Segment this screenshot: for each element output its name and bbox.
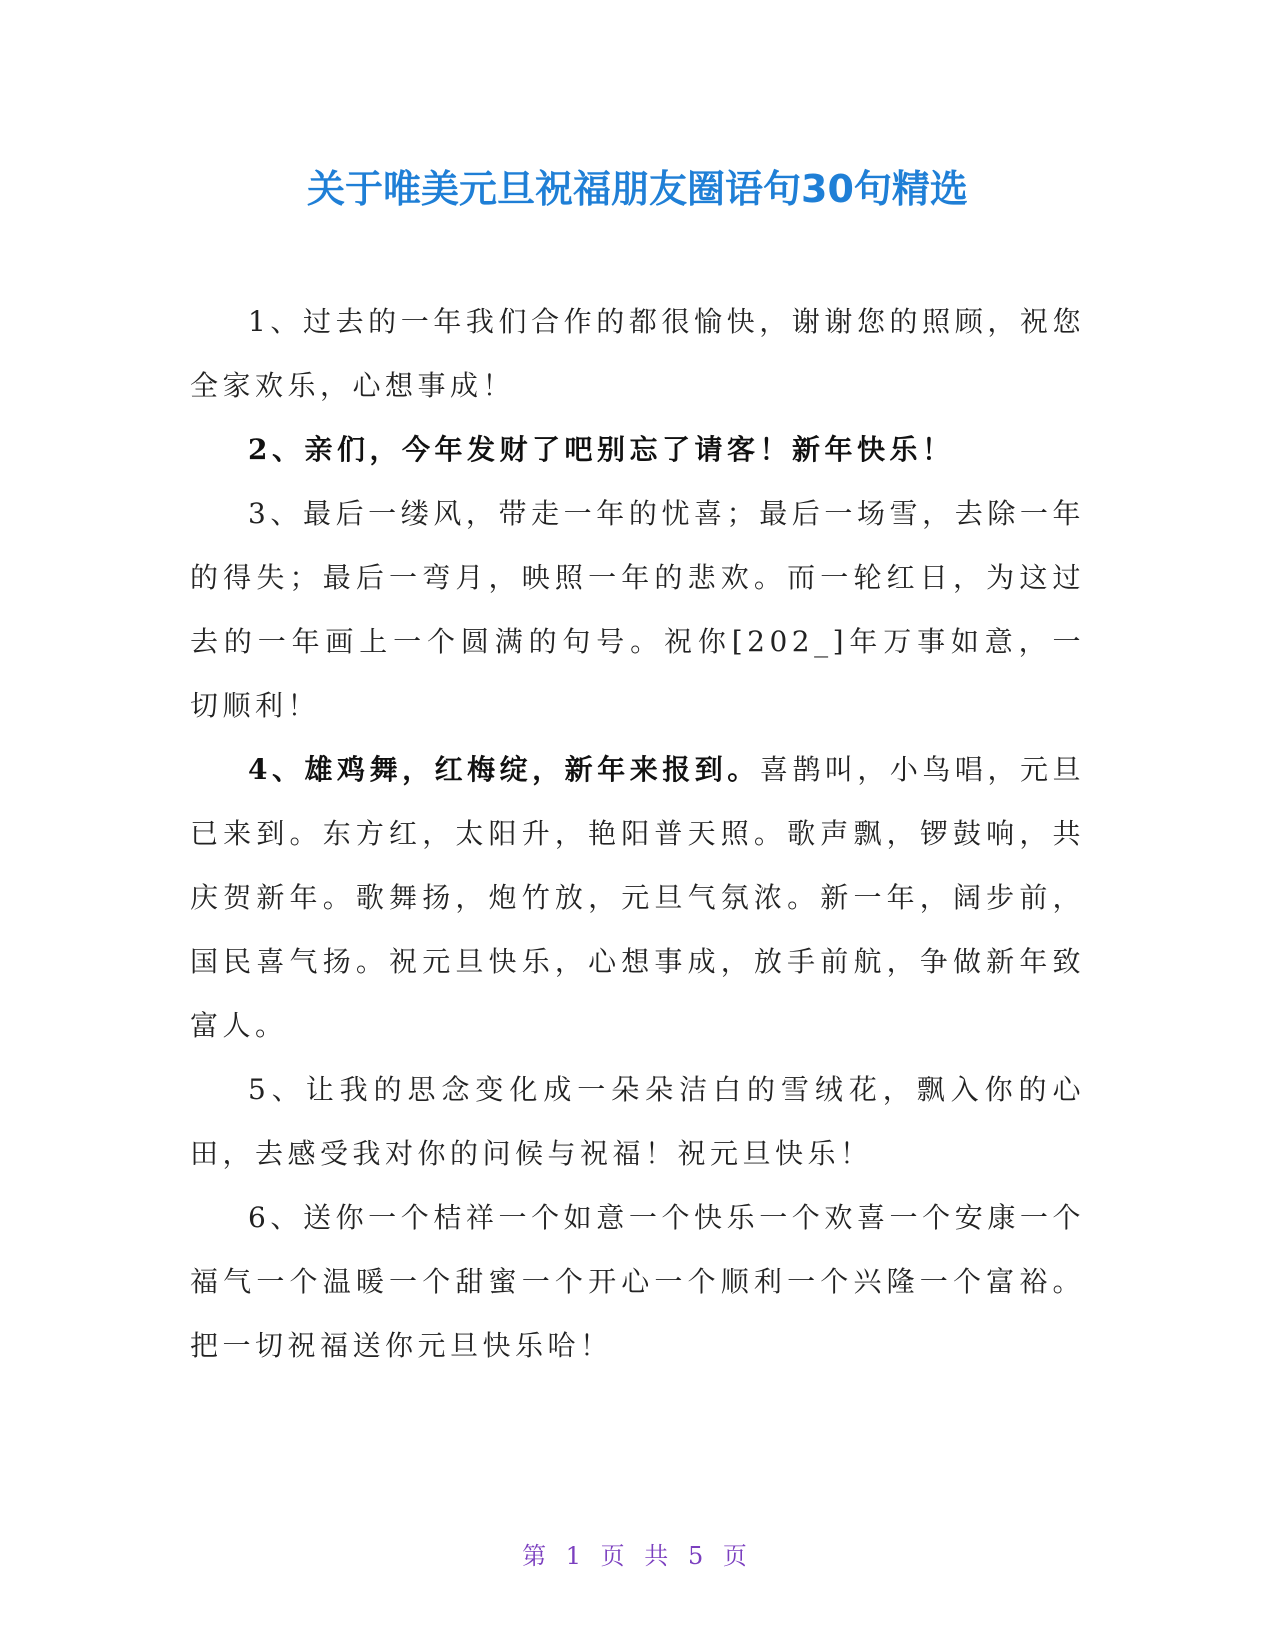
paragraph-1 bbox=[190, 290, 1085, 418]
paragraph-2-bold: 2、亲们，今年发财了吧别忘了请客！新年快乐！ bbox=[248, 433, 955, 466]
paragraph-2 bbox=[190, 418, 1085, 482]
paragraph-4-bold: 4、雄鸡舞，红梅绽，新年来报到。 bbox=[248, 753, 760, 786]
paragraph-4-text: 喜鹊叫，小鸟唱，元旦已来到。东方红，太阳升，艳阳普天照。歌声飘，锣鼓响，共庆贺新年。歌舞扬，炮竹放，元旦气氛浓。新一年，阔步前，国民喜气扬。祝元旦快乐，心想事成，放手前航，争做新年致富人。 bbox=[190, 753, 1085, 1042]
paragraph-1-text: 1、过去的一年我们合作的都很愉快，谢谢您的照顾，祝您全家欢乐，心想事成！ bbox=[190, 305, 1085, 402]
paragraph-5-text: 5、让我的思念变化成一朵朵洁白的雪绒花，飘入你的心田，去感受我对你的问候与祝福！祝元旦快乐！ bbox=[190, 1073, 1085, 1170]
paragraph-6-text: 6、送你一个桔祥一个如意一个快乐一个欢喜一个安康一个福气一个温暖一个甜蜜一个开心一个顺利一个兴隆一个富裕。把一切祝福送你元旦快乐哈！ bbox=[190, 1201, 1085, 1362]
page-footer: 第 1 页 共 5 页 bbox=[522, 1542, 753, 1570]
paragraph-3 bbox=[190, 482, 1085, 738]
document-title: 关于唯美元旦祝福朋友圈语句30句精选 bbox=[307, 167, 968, 211]
paragraph-5 bbox=[190, 1058, 1085, 1186]
paragraph-4 bbox=[190, 738, 1085, 1058]
paragraph-6 bbox=[190, 1186, 1085, 1378]
document-body bbox=[190, 290, 1085, 1378]
paragraph-3-text: 3、最后一缕风，带走一年的忧喜；最后一场雪，去除一年的得失；最后一弯月，映照一年的悲欢。而一轮红日，为这过去的一年画上一个圆满的句号。祝你[202_]年万事如意，一切顺利！ bbox=[190, 497, 1085, 722]
